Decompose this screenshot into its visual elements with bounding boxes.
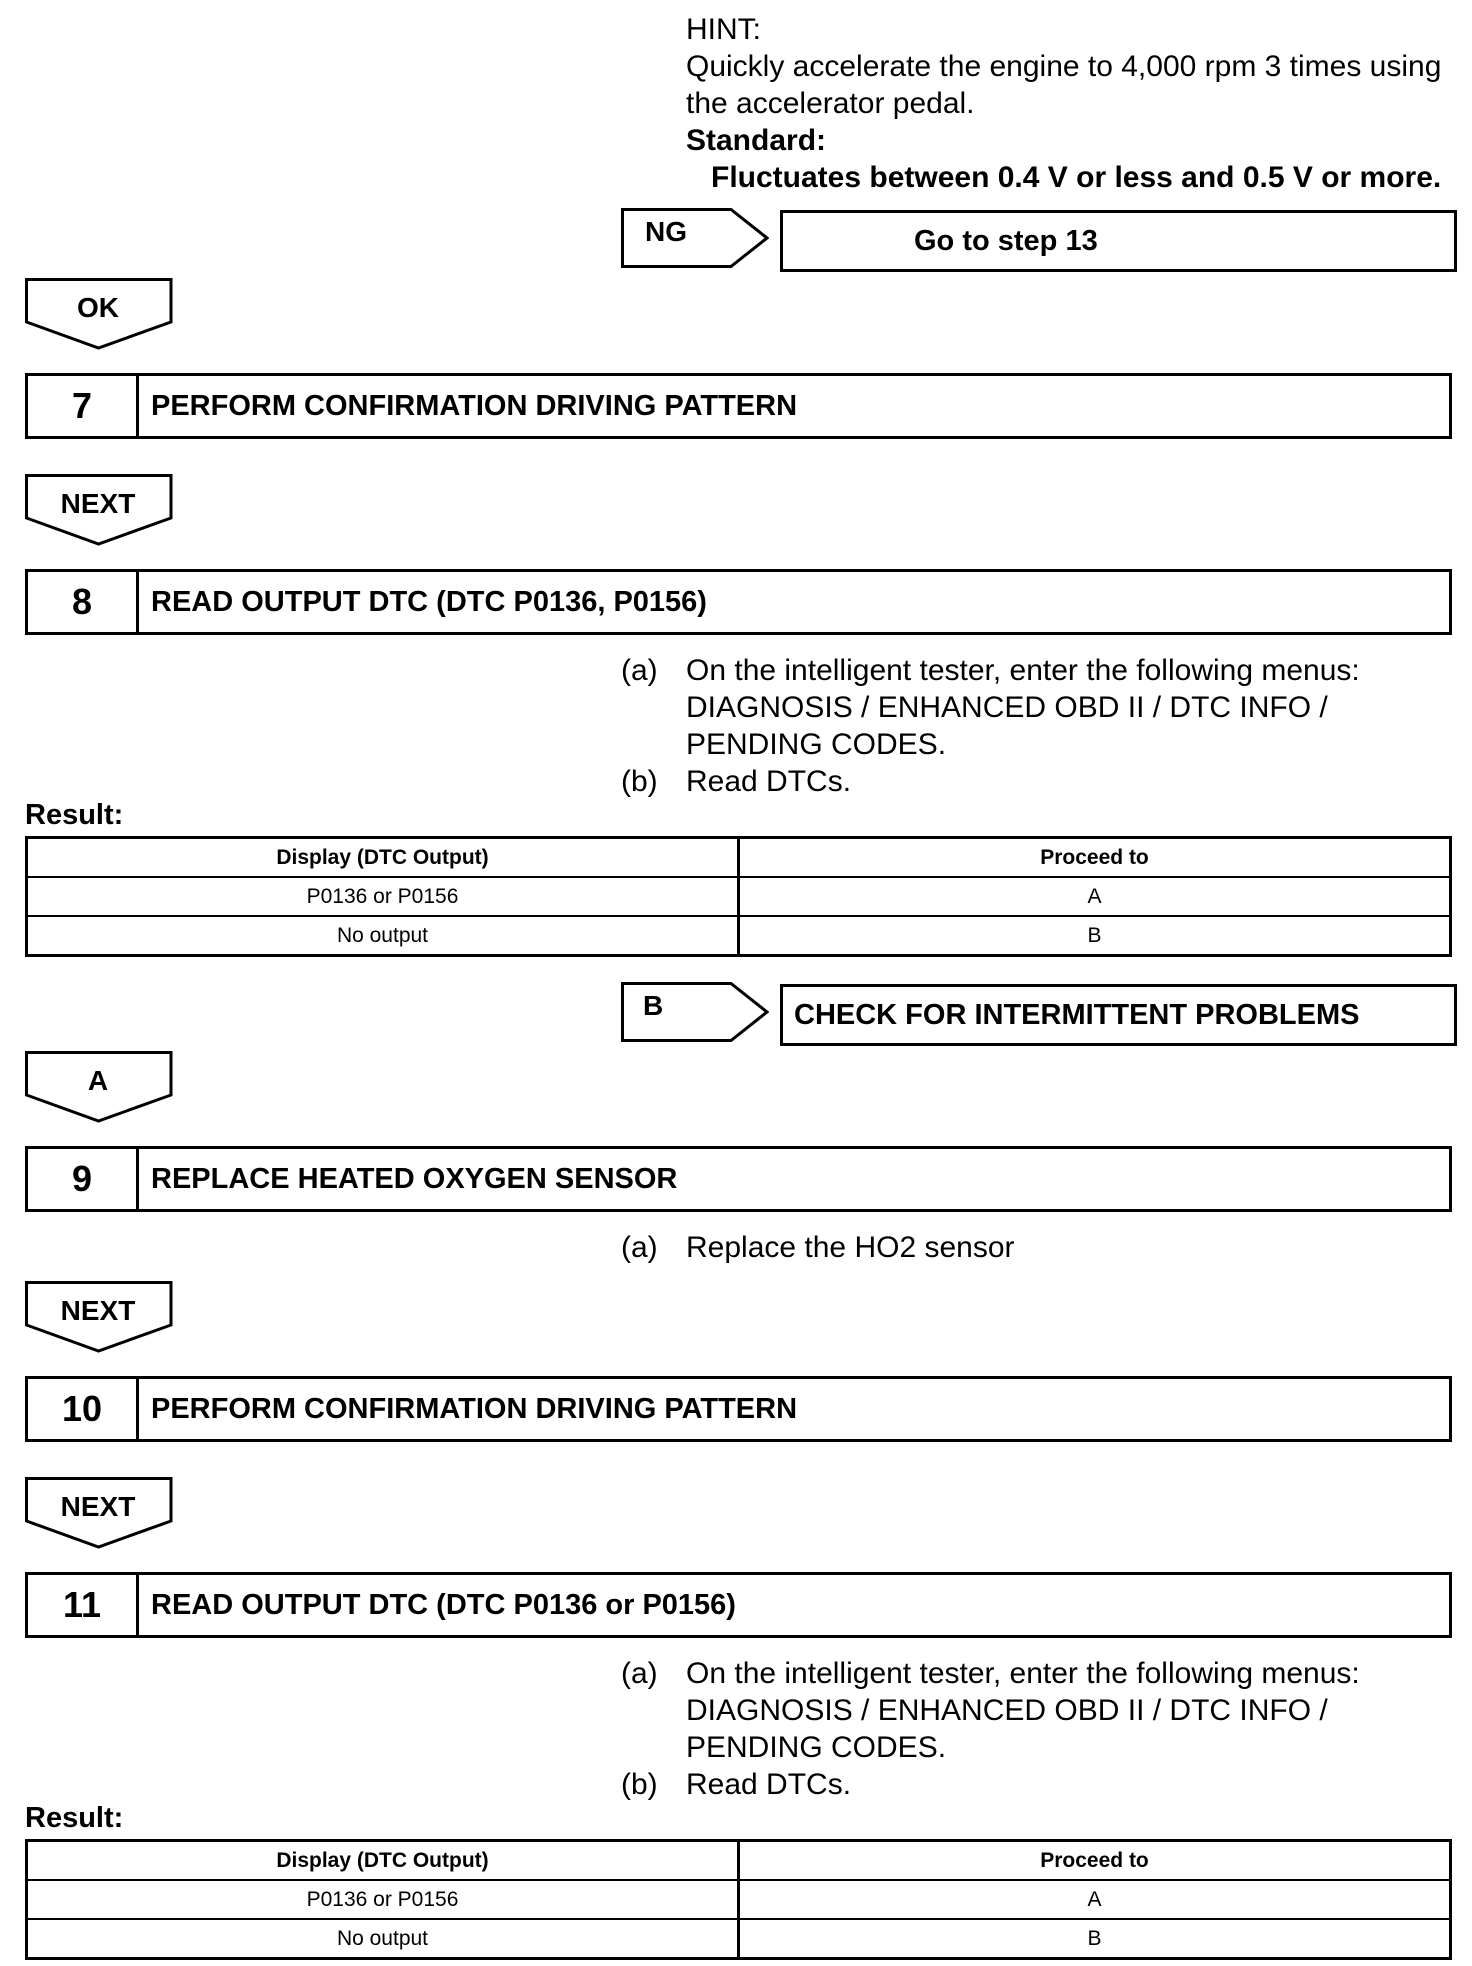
- arrow-right-icon: [621, 208, 769, 268]
- instruction-marker: (a): [621, 1657, 658, 1690]
- b-branch-label: B: [643, 990, 664, 1021]
- step-number: 10: [28, 1379, 139, 1439]
- table-row: [27, 1919, 1451, 1959]
- hint-text-line1: Quickly accelerate the engine to 4,000 rpm 3 times using: [686, 50, 1442, 83]
- step-8-header: [25, 569, 1452, 635]
- instruction-marker: (b): [621, 1768, 658, 1801]
- table-cell: No output: [27, 916, 739, 956]
- b-branch-tag[interactable]: [621, 982, 769, 1042]
- table-header: Proceed to: [739, 838, 1451, 878]
- instruction-marker: (b): [621, 765, 658, 798]
- go-to-step-13-label: Go to step 13: [914, 224, 1098, 257]
- instruction-text: PENDING CODES.: [686, 1731, 947, 1764]
- next-flow-label: NEXT: [60, 488, 136, 519]
- step-10-header: [25, 1376, 1452, 1442]
- go-to-step-13-box[interactable]: [780, 210, 1457, 272]
- hint-label: HINT:: [686, 13, 761, 46]
- table-cell: A: [739, 1880, 1451, 1919]
- instruction-text: Replace the HO2 sensor: [686, 1231, 1015, 1264]
- result-table: [25, 836, 1452, 957]
- instruction-text: PENDING CODES.: [686, 728, 947, 761]
- table-header-row: [27, 838, 1451, 878]
- table-cell: No output: [27, 1919, 739, 1959]
- table-header: Display (DTC Output): [27, 838, 739, 878]
- table-header-row: [27, 1841, 1451, 1881]
- ng-branch-tag[interactable]: [621, 208, 769, 268]
- table-row: [27, 916, 1451, 956]
- instruction-text: On the intelligent tester, enter the following menus:: [686, 654, 1360, 687]
- instruction-marker: (a): [621, 1231, 658, 1264]
- ok-flow-tag: [25, 278, 173, 350]
- instruction-text: Read DTCs.: [686, 1768, 852, 1801]
- next-flow-tag: [25, 1477, 173, 1549]
- step-7-header: [25, 373, 1452, 439]
- table-header: Proceed to: [739, 1841, 1451, 1881]
- check-intermittent-box[interactable]: [780, 984, 1457, 1046]
- standard-label: Standard:: [686, 124, 827, 157]
- instruction-text: Read DTCs.: [686, 765, 852, 798]
- next-flow-tag: [25, 1281, 173, 1353]
- a-flow-label: A: [87, 1065, 109, 1096]
- step-9-header: [25, 1146, 1452, 1212]
- result-label: Result:: [25, 799, 124, 831]
- result-table: [25, 1839, 1452, 1960]
- step-number: 9: [28, 1149, 139, 1209]
- next-flow-label: NEXT: [60, 1295, 136, 1326]
- standard-value: Fluctuates between 0.4 V or less and 0.5 V or more.: [711, 161, 1442, 194]
- check-intermittent-label: CHECK FOR INTERMITTENT PROBLEMS: [794, 998, 1360, 1031]
- instruction-text: DIAGNOSIS / ENHANCED OBD II / DTC INFO /: [686, 1694, 1328, 1727]
- step-number: 8: [28, 572, 139, 632]
- table-row: [27, 877, 1451, 916]
- step-title: PERFORM CONFIRMATION DRIVING PATTERN: [151, 1392, 798, 1425]
- step-title: PERFORM CONFIRMATION DRIVING PATTERN: [151, 389, 798, 422]
- instruction-text: On the intelligent tester, enter the following menus:: [686, 1657, 1360, 1690]
- step-title: REPLACE HEATED OXYGEN SENSOR: [151, 1162, 678, 1195]
- table-cell: B: [739, 1919, 1451, 1959]
- instruction-marker: (a): [621, 654, 658, 687]
- table-cell: P0136 or P0156: [27, 877, 739, 916]
- table-cell: A: [739, 877, 1451, 916]
- ng-branch-label: NG: [645, 216, 687, 247]
- result-label: Result:: [25, 1802, 124, 1834]
- table-cell: P0136 or P0156: [27, 1880, 739, 1919]
- next-flow-label: NEXT: [60, 1491, 136, 1522]
- step-11-header: [25, 1572, 1452, 1638]
- step-title: READ OUTPUT DTC (DTC P0136 or P0156): [151, 1588, 736, 1621]
- hint-text-line2: the accelerator pedal.: [686, 87, 975, 120]
- next-flow-tag: [25, 474, 173, 546]
- step-number: 7: [28, 376, 139, 436]
- step-title: READ OUTPUT DTC (DTC P0136, P0156): [151, 585, 707, 618]
- step-number: 11: [28, 1575, 139, 1635]
- table-header: Display (DTC Output): [27, 1841, 739, 1881]
- table-row: [27, 1880, 1451, 1919]
- ok-flow-label: OK: [77, 292, 119, 323]
- table-cell: B: [739, 916, 1451, 956]
- a-flow-tag: [25, 1051, 173, 1123]
- instruction-text: DIAGNOSIS / ENHANCED OBD II / DTC INFO /: [686, 691, 1328, 724]
